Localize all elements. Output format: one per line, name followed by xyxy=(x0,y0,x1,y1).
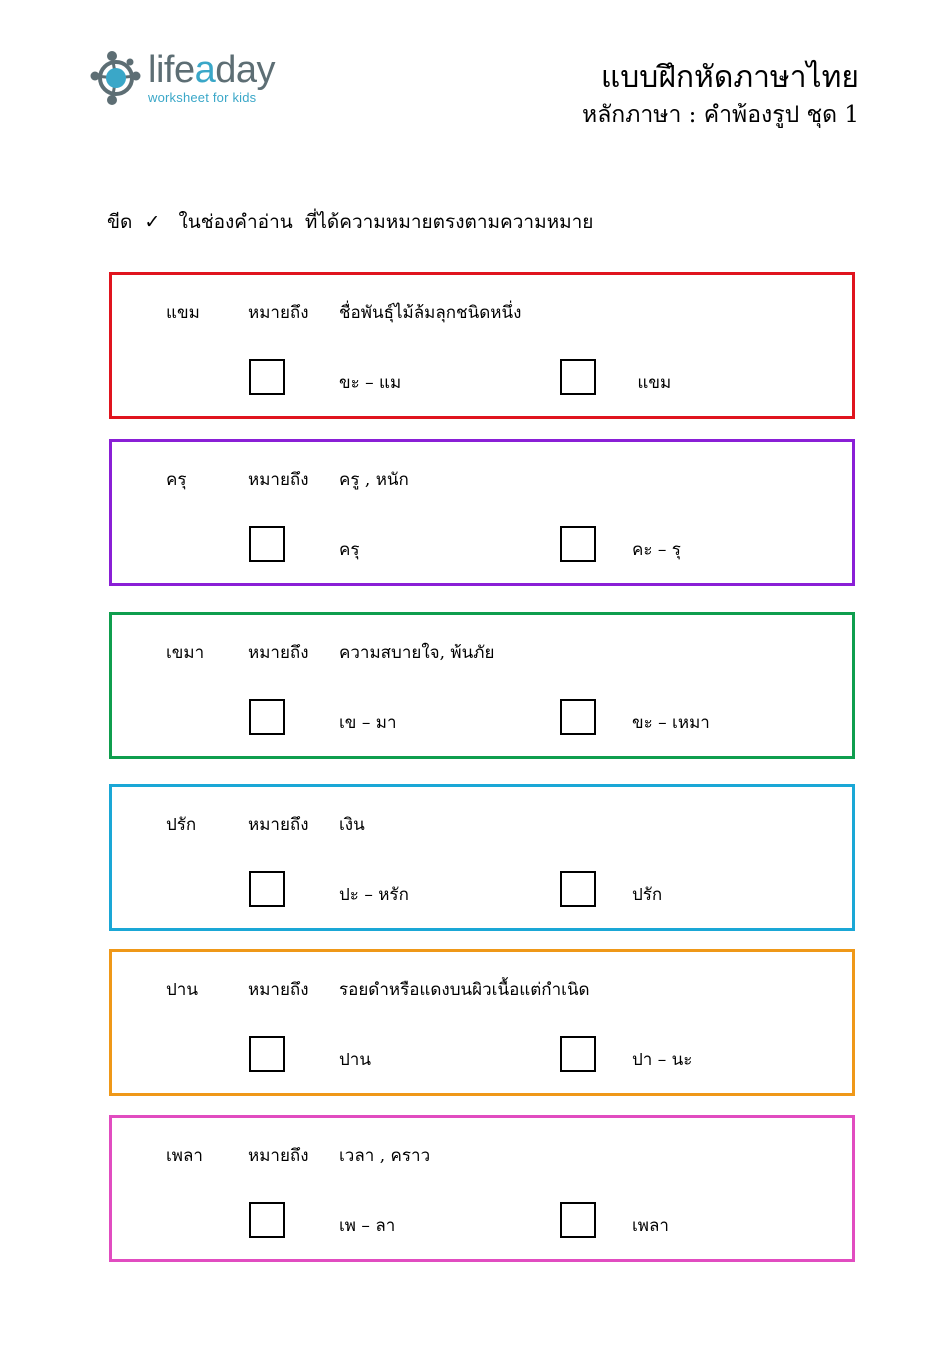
question-word: เพลา xyxy=(166,1146,203,1166)
means-label: หมายถึง xyxy=(248,643,309,663)
option2-reading: ขะ – เหมา xyxy=(632,713,710,733)
means-label: หมายถึง xyxy=(248,470,309,490)
worksheet-title: แบบฝึกหัดภาษาไทย xyxy=(600,60,859,95)
question-card xyxy=(109,784,855,931)
question-word: ปรัก xyxy=(166,815,197,835)
option2-reading: ปรัก xyxy=(632,885,663,905)
molecule-logo-icon xyxy=(90,50,144,106)
option1-checkbox[interactable] xyxy=(249,526,285,562)
question-word: เขมา xyxy=(166,643,205,663)
logo-tagline: worksheet for kids xyxy=(148,90,257,105)
meaning-text: เวลา , คราว xyxy=(339,1146,431,1166)
question-card xyxy=(109,272,855,419)
question-card xyxy=(109,949,855,1096)
meaning-text: เงิน xyxy=(339,815,365,835)
meaning-text: ความสบายใจ, พ้นภัย xyxy=(339,643,495,663)
option2-reading: คะ – รุ xyxy=(632,540,681,560)
option1-checkbox[interactable] xyxy=(249,871,285,907)
option1-reading: เพ – ลา xyxy=(339,1216,396,1236)
option1-reading: ขะ – แม xyxy=(339,373,402,393)
question-card xyxy=(109,1115,855,1262)
option1-checkbox[interactable] xyxy=(249,1202,285,1238)
option2-reading: เพลา xyxy=(632,1216,669,1236)
lifeaday-logo xyxy=(90,48,300,110)
question-card xyxy=(109,612,855,759)
option2-checkbox[interactable] xyxy=(560,526,596,562)
meaning-text: รอยดำหรือแดงบนผิวเนื้อแต่กำเนิด xyxy=(339,980,590,1000)
worksheet-header xyxy=(582,58,859,130)
option1-checkbox[interactable] xyxy=(249,699,285,735)
option2-checkbox[interactable] xyxy=(560,359,596,395)
logo-wordmark xyxy=(148,50,275,90)
option2-checkbox[interactable] xyxy=(560,1036,596,1072)
option2-reading: แขม xyxy=(632,373,672,393)
means-label: หมายถึง xyxy=(248,303,309,323)
question-word: ปาน xyxy=(166,980,198,1000)
option1-checkbox[interactable] xyxy=(249,359,285,395)
option2-checkbox[interactable] xyxy=(560,699,596,735)
question-word: แขม xyxy=(166,303,200,323)
means-label: หมายถึง xyxy=(248,815,309,835)
worksheet-subtitle: หลักภาษา : คำพ้องรูป ชุด 1 xyxy=(582,102,859,128)
option2-checkbox[interactable] xyxy=(560,871,596,907)
option1-checkbox[interactable] xyxy=(249,1036,285,1072)
means-label: หมายถึง xyxy=(248,980,309,1000)
option1-reading: ครุ xyxy=(339,540,360,560)
logo-word-day: day xyxy=(215,49,275,91)
option1-reading: ปาน xyxy=(339,1050,371,1070)
instruction-text: ขีด ✓ ในช่องคำอ่าน ที่ได้ความหมายตรงตามความหมาย xyxy=(107,211,594,233)
option2-reading: ปา – นะ xyxy=(632,1050,693,1070)
option2-checkbox[interactable] xyxy=(560,1202,596,1238)
question-word: ครุ xyxy=(166,470,187,490)
meaning-text: ชื่อพันธุ์ไม้ล้มลุกชนิดหนึ่ง xyxy=(339,303,522,323)
option1-reading: ปะ – หรัก xyxy=(339,885,409,905)
option1-reading: เข – มา xyxy=(339,713,397,733)
logo-word-life: life xyxy=(148,49,195,91)
means-label: หมายถึง xyxy=(248,1146,309,1166)
meaning-text: ครู , หนัก xyxy=(339,470,409,490)
logo-word-a: a xyxy=(194,49,216,91)
question-card xyxy=(109,439,855,586)
